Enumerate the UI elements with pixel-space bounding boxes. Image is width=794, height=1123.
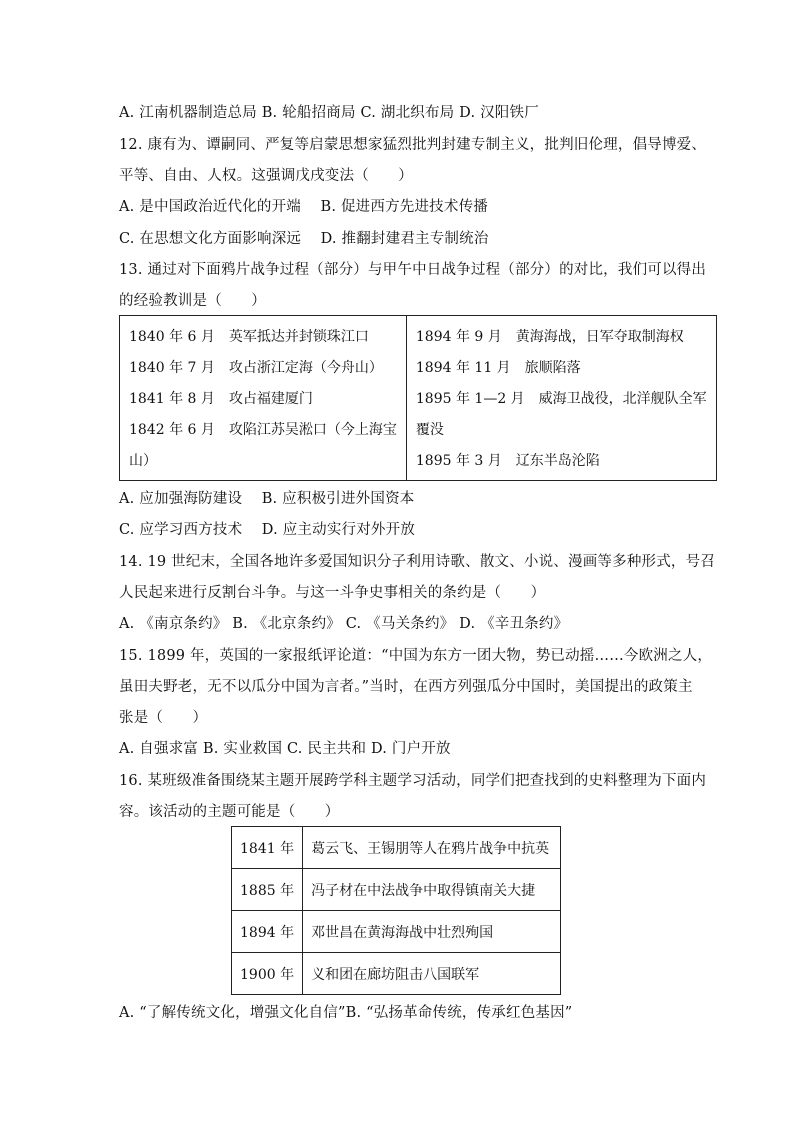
event-cell: 义和团在廊坊阻击八国联军 <box>303 953 561 995</box>
table-row <box>232 911 561 953</box>
q14-stem-line2: 人民起来进行反割台斗争。与这一斗争史事相关的条约是（ ） <box>119 585 546 601</box>
q16-history-table <box>231 826 561 995</box>
year-cell: 1841 年 <box>232 827 303 869</box>
q15-stem-line1: 15. 1899 年，英国的一家报纸评论道：“中国为东方一团大物，势已动摇……今欧洲之人， <box>119 648 713 664</box>
q13-sino-japanese-war-column <box>406 316 716 481</box>
q16-options-ab: A. “了解传统文化，增强文化自信”B. “弘扬革命传统，传承红色基因” <box>119 1005 573 1021</box>
table-row <box>232 827 561 869</box>
table-cell-line: 1894 年 9 月 黄海海战，日军夺取制海权 <box>415 329 684 345</box>
table-cell-line: 1894 年 11 月 旅顺陷落 <box>415 360 581 376</box>
event-cell: 邓世昌在黄海海战中壮烈殉国 <box>303 911 561 953</box>
q15-options: A. 自强求富 B. 实业救国 C. 民主共和 D. 门户开放 <box>119 741 451 757</box>
table-cell-line: 1840 年 7 月 攻占浙江定海（今舟山） <box>129 360 383 376</box>
table-cell-line: 1895 年 1—2 月 威海卫战役，北洋舰队全军 <box>415 391 707 407</box>
table-cell-line: 1841 年 8 月 攻占福建厦门 <box>129 391 313 407</box>
q15-stem-line3: 张是（ ） <box>119 710 208 726</box>
q13-comparison-table <box>119 315 717 481</box>
event-cell: 葛云飞、王锡朋等人在鸦片战争中抗英 <box>303 827 561 869</box>
year-cell: 1900 年 <box>232 953 303 995</box>
q15-stem-line2: 虽田夫野老，无不以瓜分中国为言者。”当时，在西方列强瓜分中国时，美国提出的政策主 <box>119 679 693 695</box>
year-cell: 1894 年 <box>232 911 303 953</box>
q14-options: A. 《南京条约》 B. 《北京条约》 C. 《马关条约》 D. 《辛丑条约》 <box>119 616 569 632</box>
q12-options-cd: C. 在思想文化方面影响深远 D. 推翻封建君主专制统治 <box>119 231 489 247</box>
q14-stem-line1: 14. 19 世纪末，全国各地许多爱国知识分子利用诗歌、散文、小说、漫画等多种形式，号召 <box>119 554 716 570</box>
q12-options-ab: A. 是中国政治近代化的开端 B. 促进西方先进技术传播 <box>119 199 488 215</box>
table-cell-line: 覆没 <box>415 422 444 438</box>
year-cell: 1885 年 <box>232 869 303 911</box>
q13-opium-war-column <box>120 316 407 481</box>
q13-stem-line2: 的经验教训是（ ） <box>119 293 266 309</box>
table-row <box>232 869 561 911</box>
q16-stem-line2: 容。该活动的主题可能是（ ） <box>119 804 340 820</box>
event-cell: 冯子材在中法战争中取得镇南关大捷 <box>303 869 561 911</box>
table-cell-line: 1895 年 3 月 辽东半岛沦陷 <box>415 453 600 469</box>
q13-stem-line1: 13. 通过对下面鸦片战争过程（部分）与甲午中日战争过程（部分）的对比，我们可以得出 <box>119 262 707 278</box>
table-row <box>232 953 561 995</box>
q11-options: A. 江南机器制造总局 B. 轮船招商局 C. 湖北织布局 D. 汉阳铁厂 <box>119 105 539 121</box>
q13-options-ab: A. 应加强海防建设 B. 应积极引进外国资本 <box>119 491 415 507</box>
table-cell-line: 1842 年 6 月 攻陷江苏吴淞口（今上海宝 <box>129 422 397 438</box>
table-cell-line: 山） <box>129 453 157 469</box>
q16-stem-line1: 16. 某班级准备围绕某主题开展跨学科主题学习活动，同学们把查找到的史料整理为下面内 <box>119 773 707 789</box>
q12-stem-line2: 平等、自由、人权。这强调戊戌变法（ ） <box>119 168 413 184</box>
q12-stem-line1: 12. 康有为、谭嗣同、严复等启蒙思想家猛烈批判封建专制主义，批判旧伦理，倡导博爱、 <box>119 137 707 153</box>
table-cell-line: 1840 年 6 月 英军抵达并封锁珠江口 <box>129 329 369 345</box>
q13-options-cd: C. 应学习西方技术 D. 应主动实行对外开放 <box>119 522 416 538</box>
